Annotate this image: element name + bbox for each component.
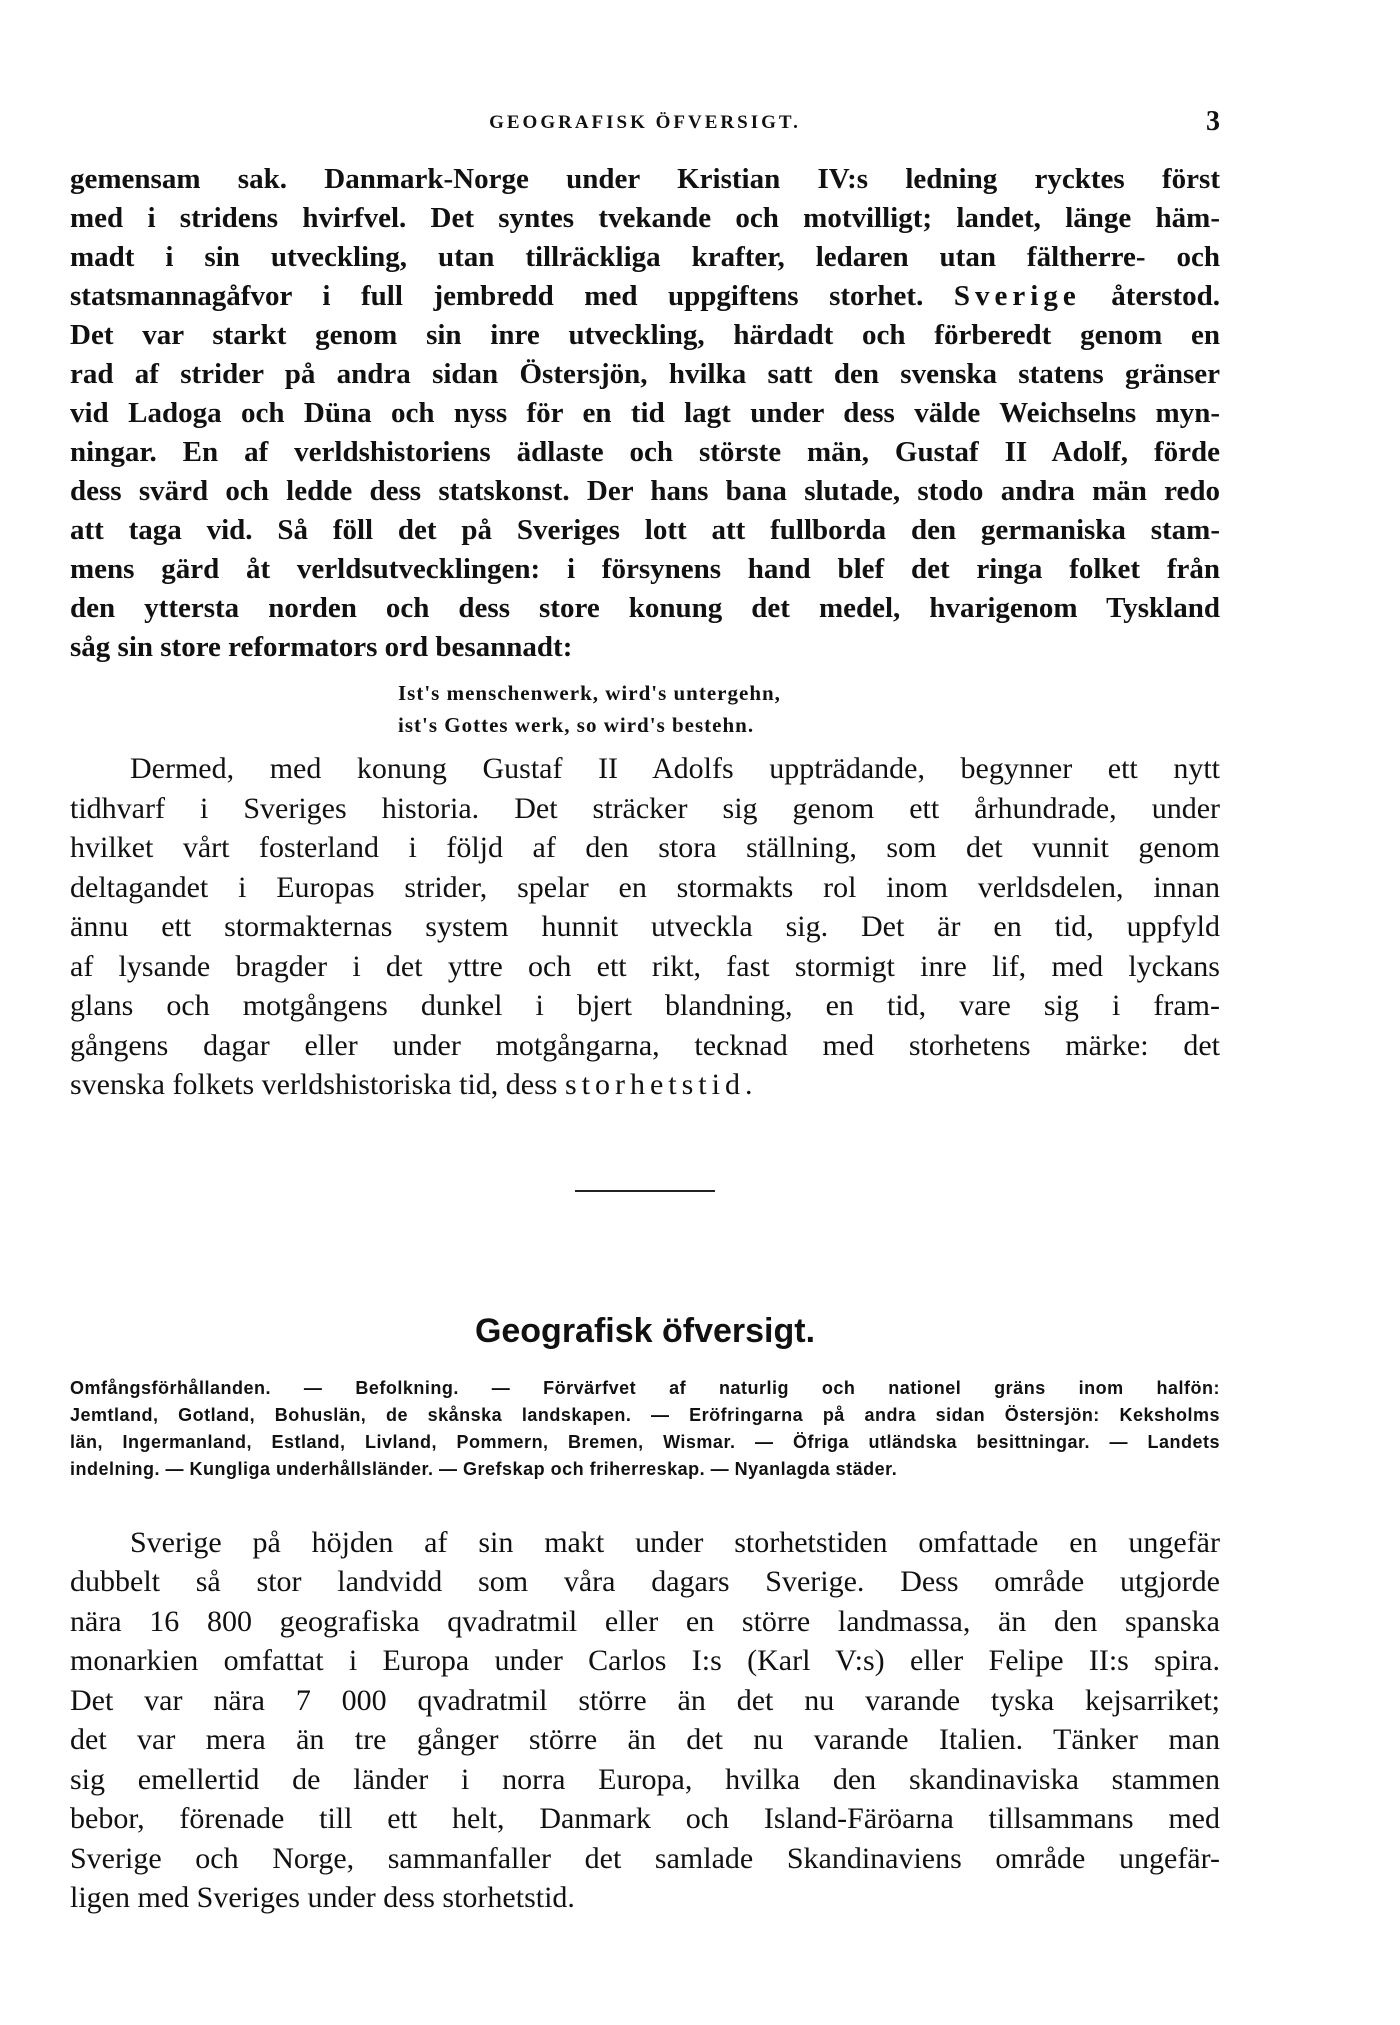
text-line: gångens dagar eller under motgångarna, tecknad med storhetens märke: det — [70, 1028, 1220, 1062]
spaced-emphasis: Sverige — [953, 280, 1081, 312]
summary-line: län, Ingermanland, Estland, Livland, Pommern, Bremen, Wismar. — Öfriga utländska besittningar. — Landets — [70, 1431, 1220, 1452]
summary-line: Jemtland, Gotland, Bohuslän, de skånska landskapen. — Eröfringarna på andra sidan Östersjön: Keksholms — [70, 1404, 1220, 1425]
text-line: bebor, förenade till ett helt, Danmark och Island-Färöarna tillsammans med — [70, 1802, 1220, 1835]
text-line: mens gärd åt verldsutvecklingen: i försynens hand blef det ringa folket från — [70, 553, 1220, 585]
summary-line: indelning. — Kungliga underhållsländer. — Grefskap och friherreskap. — Nyanlagda städer. — [70, 1458, 898, 1479]
text-line: deltagandet i Europas strider, spelar en stormakts rol inom verldsdelen, innan — [70, 870, 1220, 904]
text-line: nära 16 800 geografiska qvadratmil eller en större landmassa, än den spanska — [70, 1604, 1220, 1638]
summary-line: Omfångsförhållanden. — Befolkning. — Förvärfvet af naturlig och nationel gräns inom halfön: — [70, 1377, 1220, 1398]
text-line: ligen med Sveriges under dess storhetstid. — [70, 1881, 575, 1914]
text-line: Det var starkt genom sin inre utveckling, härdadt och förberedt genom en — [70, 319, 1220, 351]
section-title: Geografisk öfversigt. — [474, 1311, 816, 1350]
text-line: hvilket vårt fosterland i följd af den stora ställning, som det vunnit genom — [70, 831, 1220, 864]
text-line — [70, 277, 1220, 316]
spaced-emphasis: storhetstid — [564, 1068, 745, 1101]
text-line: af lysande bragder i det yttre och ett rikt, fast stormigt inre lif, med lyckans — [70, 949, 1220, 983]
text-line: Sverige och Norge, sammanfaller det samlade Skandinaviens område ungefär- — [70, 1841, 1220, 1875]
text-line: vid Ladoga och Düna och nyss för en tid lagt under dess välde Weichselns myn- — [70, 397, 1220, 429]
text-line: tidhvarf i Sveriges historia. Det sträcker sig genom ett århundrade, under — [70, 791, 1220, 825]
text-line: Det var nära 7 000 qvadratmil större än det nu varande tyska kejsarriket; — [70, 1683, 1220, 1717]
text-line: Dermed, med konung Gustaf II Adolfs uppträdande, begynner ett nytt — [130, 752, 1220, 785]
paragraph-1 — [70, 160, 1220, 667]
text-line: rad af strider på andra sidan Östersjön, hvilka satt den svenska statens gränser — [70, 358, 1220, 390]
text-segment: . — [744, 1068, 753, 1101]
text-line: det var mera än tre gånger större än det nu varande Italien. Tänker man — [70, 1723, 1220, 1756]
text-line: dess svärd och ledde dess statskonst. Der hans bana slutade, stodo andra män redo — [70, 475, 1220, 507]
text-line: dubbelt så stor landvidd som våra dagars Sverige. Dess område utgjorde — [70, 1565, 1220, 1598]
quoted-verse — [70, 677, 1220, 741]
text-line: såg sin store reformators ord besannadt: — [70, 631, 573, 663]
text-line: madt i sin utveckling, utan tillräckliga krafter, ledaren utan fältherre- och — [70, 241, 1220, 273]
section-summary — [70, 1375, 1220, 1483]
text-line — [70, 1065, 1220, 1105]
verse-line: Ist's menschenwerk, wird's untergehn, — [398, 681, 781, 705]
paragraph-2 — [70, 749, 1220, 1105]
text-line: ännu ett stormakternas system hunnit utveckla sig. Det är en tid, uppfyld — [70, 910, 1220, 943]
running-title: GEOGRAFISK ÖFVERSIGT. — [489, 112, 801, 133]
text-line: glans och motgångens dunkel i bjert blandning, en tid, vare sig i fram- — [70, 989, 1220, 1022]
running-head — [70, 100, 1220, 160]
verse-line: ist's Gottes werk, so wird's bestehn. — [398, 713, 755, 737]
text-line: gemensam sak. Danmark-Norge under Kristian IV:s ledning rycktes först — [70, 163, 1220, 195]
text-line: att taga vid. Så föll det på Sveriges lott att fullborda den germaniska stam- — [70, 514, 1220, 546]
text-line: ningar. En af verldshistoriens ädlaste och störste män, Gustaf II Adolf, förde — [70, 436, 1220, 468]
section-divider — [575, 1190, 715, 1192]
text-segment: svenska folkets verldshistoriska tid, dess — [70, 1068, 565, 1101]
paragraph-3 — [70, 1523, 1220, 1918]
text-line: sig emellertid de länder i norra Europa, hvilka den skandinaviska stammen — [70, 1762, 1220, 1796]
text-segment: statsmannagåfvor i full jembredd med uppgiftens storhet. — [70, 280, 924, 312]
text-line: med i stridens hvirfvel. Det syntes tvekande och motvilligt; landet, länge häm- — [70, 202, 1220, 234]
text-line: monarkien omfattat i Europa under Carlos I:s (Karl V:s) eller Felipe II:s spira. — [70, 1644, 1220, 1677]
book-page — [70, 100, 1220, 1960]
text-line: Sverige på höjden af sin makt under storhetstiden omfattade en ungefär — [130, 1525, 1220, 1559]
text-segment: återstod. — [1080, 280, 1220, 312]
text-line: den yttersta norden och dess store konung det medel, hvarigenom Tyskland — [70, 592, 1220, 624]
page-number: 3 — [1206, 106, 1220, 137]
